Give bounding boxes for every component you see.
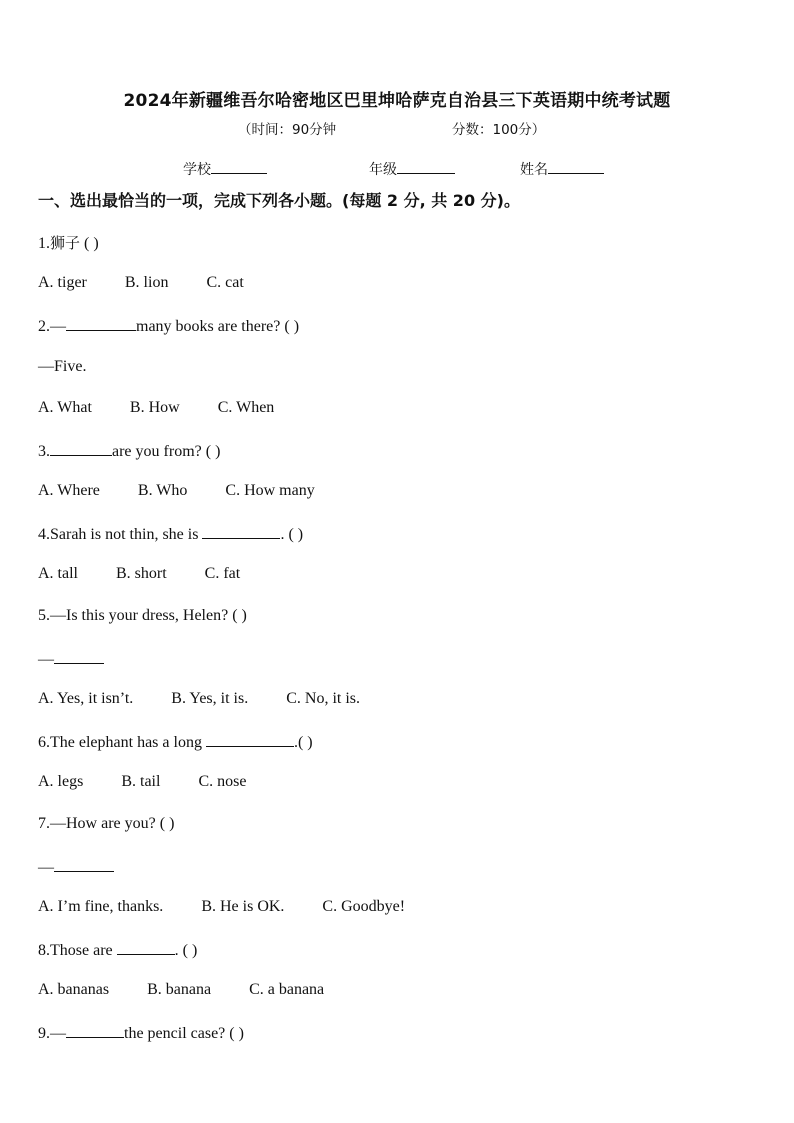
question-2-answer-line: —Five.: [38, 358, 87, 375]
option-b[interactable]: B. tail: [121, 773, 161, 790]
question-1-stem: 1.狮子 ( ): [38, 234, 99, 252]
answer-blank[interactable]: [54, 649, 104, 664]
answer-blank[interactable]: [66, 316, 136, 331]
option-c[interactable]: C. nose: [198, 773, 247, 790]
answer-blank[interactable]: [50, 441, 112, 456]
option-c[interactable]: C. No, it is.: [286, 690, 361, 707]
option-c[interactable]: C. Goodbye!: [322, 898, 406, 915]
option-c[interactable]: C. fat: [204, 565, 241, 582]
option-b[interactable]: B. How: [129, 399, 180, 416]
question-2-options: [38, 399, 312, 417]
option-a[interactable]: A. What: [38, 399, 92, 416]
option-a[interactable]: A. Where: [38, 482, 100, 499]
page-title: 2024年新疆维吾尔哈密地区巴里坤哈萨克自治县三下英语期中统考试题: [123, 91, 671, 111]
school-blank[interactable]: [211, 159, 267, 174]
option-c[interactable]: C. How many: [225, 482, 315, 499]
school-field: [183, 159, 267, 179]
question-9-stem: 9.— the pencil case? ( ): [38, 1025, 244, 1042]
option-c[interactable]: C. When: [217, 399, 275, 416]
option-a[interactable]: A. legs: [38, 773, 84, 790]
name-field: [520, 159, 604, 179]
question-3-stem: 3. are you from? ( ): [38, 443, 221, 460]
name-label: 姓名: [520, 162, 548, 178]
question-5-options: [38, 690, 398, 708]
question-5-stem: 5.—Is this your dress, Helen? ( ): [38, 607, 247, 624]
question-8-options: [38, 981, 362, 999]
question-1-chinese-word: 狮子: [50, 234, 81, 252]
question-6-stem: 6.The elephant has a long .( ): [38, 734, 313, 751]
question-3-options: [38, 482, 353, 500]
answer-blank[interactable]: [202, 524, 280, 539]
question-1-options: [38, 274, 282, 292]
question-4-options: [38, 565, 278, 583]
answer-blank[interactable]: [66, 1023, 124, 1038]
school-label: 学校: [183, 162, 211, 178]
answer-blank[interactable]: [206, 732, 294, 747]
option-c[interactable]: C. a banana: [249, 981, 325, 998]
option-b[interactable]: B. He is OK.: [201, 898, 285, 915]
name-blank[interactable]: [548, 159, 604, 174]
question-7-stem: 7.—How are you? ( ): [38, 815, 175, 832]
grade-blank[interactable]: [397, 159, 455, 174]
question-7-options: [38, 898, 443, 916]
option-b[interactable]: B. banana: [147, 981, 212, 998]
option-a[interactable]: A. tall: [38, 565, 78, 582]
question-7-answer-line: —: [38, 857, 114, 877]
question-5-answer-line: —: [38, 649, 104, 669]
section-heading: 一、选出最恰当的一项，完成下列各小题。(每题 2 分, 共 20 分)。: [38, 191, 520, 210]
option-c[interactable]: C. cat: [206, 274, 244, 291]
question-8-stem: 8.Those are . ( ): [38, 942, 198, 959]
option-b[interactable]: B. short: [116, 565, 167, 582]
question-4-stem: 4.Sarah is not thin, she is . ( ): [38, 526, 304, 543]
option-b[interactable]: B. Yes, it is.: [171, 690, 249, 707]
option-a[interactable]: A. I’m fine, thanks.: [38, 898, 164, 915]
exam-score: 分数：100分）: [452, 122, 546, 138]
option-a[interactable]: A. tiger: [38, 274, 87, 291]
question-2-stem: 2.— many books are there? ( ): [38, 318, 300, 335]
option-a[interactable]: A. bananas: [38, 981, 110, 998]
option-b[interactable]: B. Who: [137, 482, 188, 499]
question-6-options: [38, 773, 284, 791]
option-b[interactable]: B. lion: [124, 274, 169, 291]
answer-blank[interactable]: [54, 857, 114, 872]
exam-time: （时间：90分钟: [238, 122, 337, 138]
grade-field: [369, 159, 455, 179]
answer-blank[interactable]: [117, 940, 175, 955]
option-a[interactable]: A. Yes, it isn’t.: [38, 690, 134, 707]
grade-label: 年级: [369, 162, 397, 178]
